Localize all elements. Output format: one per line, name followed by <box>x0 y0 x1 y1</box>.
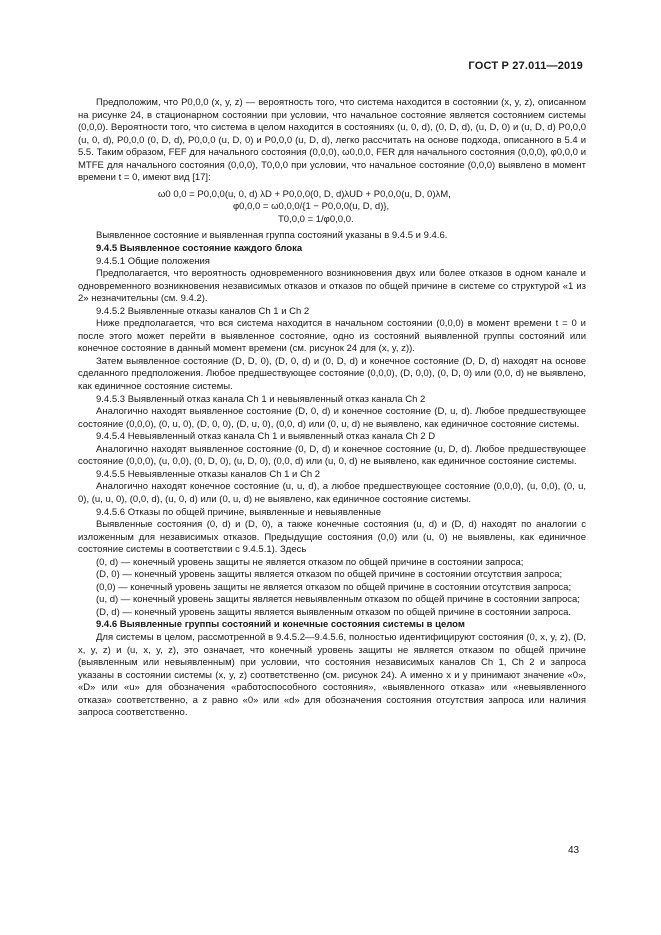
paragraph: Аналогично находят выявленное состояние (D, 0, d) и конечное состояние (D, u, d). Любое предшествующее состояние (0,0,0), (0, u, 0), (D, 0, 0), (D, u, 0), (0,0, d) или (0, u, d) не выявлено, как единичное состояние системы. <box>78 406 586 430</box>
paragraph: Для системы в целом, рассмотренной в 9.4.5.2—9.4.5.6, полностью идентифицируют состояния (0, x, y, z), (D, x, y, z) и (u, x, y, z), это означает, что конечный уровень защиты не является отказом по общей причине (выявленным или невыявленным) при условии, что состояния независимых каналов Ch 1, Ch 2 и запроса указаны в состоянии системы (x, y, z) соответственно (см. рисунок 24). А именно x и y принимают значение «0», «D» или «u» для обозначения «работоспособного состояния», «выявленного отказа» или «невыявленного отказа» соответственно, а z равно «0» или «d» для обозначения состояния отсутствия запроса или наличия запроса соответственно. <box>78 631 586 719</box>
definition-item: (D, d) — конечный уровень защиты является выявленным отказом по общей причине в состоянии запроса. <box>96 606 572 618</box>
definition-item: (u, d) — конечный уровень защиты является невыявленным отказом по общей причине в состоянии запроса; <box>96 594 580 606</box>
subsection-heading: 9.4.5.2 Выявленные отказы каналов Ch 1 и Ch 2 <box>96 305 310 317</box>
paragraph: Выявленные состояния (0, d) и (D, 0), а также конечные состояния (u, d) и (D, d) находят по аналогии с изложенным для независимых отказов. Предыдущие состояния (0,0) или (u, 0) не выявлены, как единичное состояние системы в соответствии с 9.4.5.1). Здесь <box>78 519 586 556</box>
section-heading: 9.4.6 Выявленные группы состояний и конечные состояния системы в целом <box>96 619 465 631</box>
paragraph: Ниже предполагается, что вся система находится в начальном состоянии (0,0,0) в момент времени t = 0 и после этого может перейти в выявленное состояние, одно из состояний выявленной группы состояний или конечное состояние в данный момент времени (см. рисунок 24 для (x, y, z)). <box>78 318 586 355</box>
subsection-heading: 9.4.5.4 Невыявленный отказ канала Ch 1 и выявленный отказ канала Ch 2 D <box>96 431 436 443</box>
formula-phi: φ0,0,0 = ω0,0,0/{1 − P0,0,0(u, D, d)}, <box>233 201 390 213</box>
page-body <box>78 97 586 720</box>
subsection-heading: 9.4.5.3 Выявленный отказ канала Ch 1 и невыявленный отказ канала Ch 2 <box>96 393 426 405</box>
paragraph: Затем выявленное состояние (D, D, 0), (D, 0, d) и (0, D, d) и конечное состояние (D, D, d) находят на основе сделанного предположения. Любое предшествующее состояние (0,0,0), (D, 0,0), (0, D, 0) или (0,0, d) не выявлено, как единичное состояние системы. <box>78 355 586 393</box>
page-number: 43 <box>568 845 580 856</box>
definition-item: (0, d) — конечный уровень защиты не является отказом по общей причине в состоянии запроса; <box>96 556 524 568</box>
definition-item: (D, 0) — конечный уровень защиты является отказом по общей причине в состоянии отсутствия запроса; <box>96 569 563 581</box>
paragraph: Аналогично находят конечное состояние (u, u, d), а любое предшествующее состояние (0,0,0), (u, 0,0), (0, u, 0), (u, u, 0), (0,0, d), (u, 0, d) или (0, u, d) не выявлено, как единичное состояние системы. <box>78 481 586 505</box>
paragraph: Предположим, что P0,0,0 (x, y, z) — вероятность того, что система находится в состоянии (x, y, z), описанном на рисунке 24, в стационарном состоянии при условии, что начальное состояние является состоянием системы (0,0,0). Вероятности того, что система в целом находится в состояниях (u, 0, d), (0, D, d), (u, D, 0) и (u, D, d) P0,0,0 (u, 0, d), P0,0,0 (0, D, d), P0,0,0 (u, D, 0) и P0,0,0 (u, D, d), легко рассчитать на основе подхода, описанного в 5.4 и 5.5. Таким образом, FEF для начального состояния (0,0,0), ω0,0,0, FER для начального состояния (0,0,0), φ0,0,0 и MTFE для начального состояния (0,0,0), T0,0,0 при условии, что начальное состояние (0,0,0) выявлено в момент времени t = 0, имеют вид [17]: <box>78 97 586 184</box>
formula-t: T0,0,0 = 1/φ0,0,0. <box>278 213 354 225</box>
paragraph: Аналогично находят выявленное состояние (0, D, d) и конечное состояние (u, D, d). Любое предшествующее состояние (0,0,0), (u, 0,0), (0, D, 0), (u, D, 0), (0,0, d) или (u, 0, d) не выявлено, как единичное состояние системы. <box>78 443 586 468</box>
document-code-header: ГОСТ Р 27.011—2019 <box>468 60 583 72</box>
subsection-heading: 9.4.5.5 Невыявленные отказы каналов Ch 1 и Ch 2 <box>96 468 321 480</box>
paragraph: Выявленное состояние и выявленная группа состояний указаны в 9.4.5 и 9.4.6. <box>96 230 448 242</box>
subsection-heading: 9.4.5.6 Отказы по общей причине, выявленные и невыявленные <box>96 506 381 518</box>
subsection-heading: 9.4.5.1 Общие положения <box>96 255 210 267</box>
paragraph: Предполагается, что вероятность одновременного возникновения двух или более отказов в одном канале и одновременного возникновения независимых отказов и отказов по общей причине в системе со структурой «1 из 2» незначительны (см. 9.4.2). <box>78 268 586 305</box>
definition-item: (0,0) — конечный уровень защиты не является отказом по общей причине в состоянии отсутствия запроса; <box>96 581 572 593</box>
formula-omega: ω0 0,0 = P0,0,0(u, 0, d) λD + P0,0,0(0, D, d)λUD + P0,0,0(u, D, 0)λM, <box>158 188 451 200</box>
section-heading: 9.4.5 Выявленное состояние каждого блока <box>96 243 303 255</box>
